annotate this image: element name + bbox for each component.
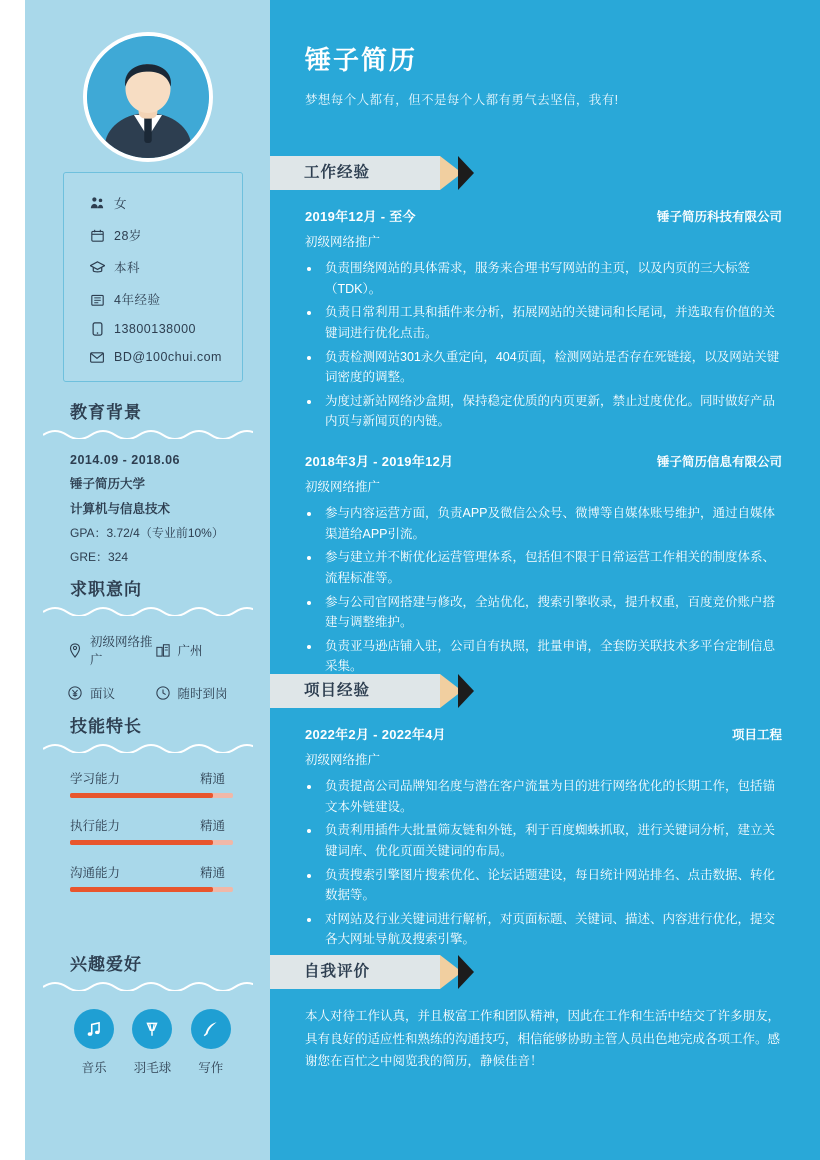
music-note-icon bbox=[74, 1009, 114, 1049]
skill-level: 精通 bbox=[199, 772, 225, 786]
skill-row bbox=[70, 863, 225, 881]
salary-icon bbox=[65, 686, 85, 700]
person-avatar-icon bbox=[87, 36, 209, 158]
work-entry bbox=[270, 435, 820, 677]
hobby-item bbox=[65, 1009, 123, 1076]
info-row-email bbox=[64, 343, 242, 371]
skill-label: 学习能力 bbox=[70, 772, 121, 786]
wave-divider bbox=[43, 741, 253, 753]
hobbies-list bbox=[25, 991, 240, 1076]
section-self-evaluation bbox=[270, 955, 820, 1073]
info-text: 4年经验 bbox=[114, 293, 161, 307]
clock-icon bbox=[153, 686, 173, 700]
skills-list bbox=[25, 753, 225, 892]
work-entry bbox=[270, 190, 820, 432]
list-item: • 负责围绕网站的具体需求，服务来合理书写网站的主页，以及内页的三大标签（TDK）。 bbox=[321, 258, 782, 299]
hobby-label: 音乐 bbox=[81, 1061, 107, 1075]
job-intent-label: 初级网络推广 bbox=[90, 635, 153, 667]
list-item: • 参与公司官网搭建与修改，全站优化，搜索引擎收录，提升权重，百度竞价账户搭建与调整维护。 bbox=[321, 592, 782, 633]
gender-icon bbox=[86, 196, 108, 210]
hobby-label: 羽毛球 bbox=[133, 1061, 172, 1075]
page-title: 锤子简历 bbox=[305, 45, 418, 75]
skill-row bbox=[70, 816, 225, 834]
section-education bbox=[25, 398, 270, 565]
skill-bar bbox=[70, 840, 233, 845]
entry-date: 2022年2月 - 2022年4月 bbox=[305, 727, 446, 742]
sidebar bbox=[25, 0, 270, 1160]
mail-icon bbox=[86, 352, 108, 363]
city-icon bbox=[153, 643, 173, 657]
entry-org: 锤子简历科技有限公司 bbox=[656, 210, 782, 224]
hobby-item bbox=[182, 1009, 240, 1076]
entry-role: 初级网络推广 bbox=[305, 480, 381, 494]
education-gpa: GPA：3.72/4（专业前10%） bbox=[70, 526, 224, 540]
entry-org: 项目工程 bbox=[731, 728, 782, 742]
skill-label: 沟通能力 bbox=[70, 866, 121, 880]
info-row-age bbox=[64, 219, 242, 251]
list-item: • 参与建立并不断优化运营管理体系，包括但不限于日常运营工作相关的制度体系、流程标准等。 bbox=[321, 547, 782, 588]
list-item: • 负责日常利用工具和插件来分析，拓展网站的关键词和长尾词，并选取有价值的关键词进行优化点击。 bbox=[321, 302, 782, 343]
section-title: 求职意向 bbox=[70, 580, 142, 599]
job-intent-availability bbox=[153, 684, 241, 702]
section-skills bbox=[25, 712, 270, 910]
education-gre: GRE：324 bbox=[70, 550, 129, 564]
skill-bar bbox=[70, 887, 233, 892]
skill-level: 精通 bbox=[199, 819, 225, 833]
wave-divider bbox=[43, 979, 253, 991]
contact-info-card bbox=[63, 172, 243, 382]
list-item: • 参与内容运营方面，负责APP及微信公众号、微博等自媒体账号维护，通过自媒体渠道给APP引流。 bbox=[321, 503, 782, 544]
job-intent-salary bbox=[65, 684, 153, 702]
entry-bullets bbox=[321, 776, 782, 950]
info-text: 13800138000 bbox=[114, 322, 196, 336]
slogan: 梦想每个人都有，但不是每个人都有勇气去坚信，我有! bbox=[305, 93, 619, 107]
wave-divider bbox=[43, 604, 253, 616]
info-text: BD@100chui.com bbox=[114, 350, 222, 364]
info-row-degree bbox=[64, 251, 242, 283]
badminton-icon bbox=[132, 1009, 172, 1049]
info-text: 本科 bbox=[114, 261, 141, 275]
entry-bullets bbox=[321, 503, 782, 677]
section-title: 工作经验 bbox=[304, 164, 371, 181]
job-intent-city bbox=[153, 632, 241, 668]
job-intent-label: 广州 bbox=[177, 644, 203, 658]
education-body bbox=[25, 439, 270, 565]
entry-bullets bbox=[321, 258, 782, 432]
info-row-gender bbox=[64, 187, 242, 219]
section-title: 技能特长 bbox=[70, 717, 142, 736]
section-job-intent bbox=[25, 575, 270, 718]
list-item: • 负责提高公司品牌知名度与潜在客户流量为目的进行网络优化的长期工作，包括锚文本外链建设。 bbox=[321, 776, 782, 817]
entry-date: 2019年12月 - 至今 bbox=[305, 209, 416, 224]
section-hobbies bbox=[25, 950, 270, 1076]
skill-bar bbox=[70, 793, 233, 798]
skill-row bbox=[70, 769, 225, 787]
entry-date: 2018年3月 - 2019年12月 bbox=[305, 454, 454, 469]
education-school: 锤子简历大学 bbox=[70, 477, 146, 491]
info-row-phone bbox=[64, 315, 242, 343]
info-text: 女 bbox=[114, 197, 128, 211]
pen-feather-icon bbox=[191, 1009, 231, 1049]
skill-label: 执行能力 bbox=[70, 819, 121, 833]
education-major: 计算机与信息技术 bbox=[70, 502, 171, 516]
entry-role: 初级网络推广 bbox=[305, 235, 381, 249]
wave-divider bbox=[43, 427, 253, 439]
ribbon-header bbox=[270, 955, 820, 989]
ribbon-header bbox=[270, 156, 820, 190]
phone-icon bbox=[86, 322, 108, 336]
list-item: • 负责亚马逊店铺入驻，公司自有执照，批量申请，全套防关联技术多平台定制信息采集。 bbox=[321, 636, 782, 677]
section-title: 自我评价 bbox=[304, 963, 371, 980]
list-item: • 负责利用插件大批量筛友链和外链，利于百度蜘蛛抓取，进行关键词分析，建立关键词库、优化页面关键词的布局。 bbox=[321, 820, 782, 861]
section-work-experience bbox=[270, 156, 820, 680]
info-text: 28岁 bbox=[114, 229, 142, 243]
ribbon-header bbox=[270, 674, 820, 708]
list-item: • 为度过新站网络沙盒期，保持稳定优质的内页更新，禁止过度优化。同时做好产品内页与新闻页的内链。 bbox=[321, 391, 782, 432]
graduation-cap-icon bbox=[86, 260, 108, 275]
avatar bbox=[83, 32, 213, 162]
job-intent-position bbox=[65, 632, 153, 668]
info-row-experience bbox=[64, 283, 242, 315]
entry-role: 初级网络推广 bbox=[305, 753, 381, 767]
education-date: 2014.09 - 2018.06 bbox=[70, 453, 180, 467]
calendar-icon bbox=[86, 229, 108, 242]
skill-level: 精通 bbox=[199, 866, 225, 880]
self-evaluation-text: 本人对待工作认真，并且极富工作和团队精神，因此在工作和生活中结交了许多朋友，具有良好的适应性和熟练的沟通技巧，相信能够协助主管人员出色地完成各项工作。感谢您在百忙之中阅览我的简历，静候佳音！ bbox=[305, 1009, 781, 1068]
list-item: • 负责检测网站301永久重定向，404页面，检测网站是否存在死链接，以及网站关键词密度的调整。 bbox=[321, 347, 782, 388]
hobby-item bbox=[123, 1009, 181, 1076]
list-item: • 对网站及行业关键词进行解析，对页面标题、关键词、描述、内容进行优化，提交各大网址导航及搜索引擎。 bbox=[321, 909, 782, 950]
project-entry bbox=[270, 708, 820, 950]
section-project-experience bbox=[270, 674, 820, 953]
section-title: 兴趣爱好 bbox=[70, 955, 142, 974]
job-intent-label: 随时到岗 bbox=[177, 687, 228, 701]
section-title: 教育背景 bbox=[70, 403, 142, 422]
job-intent-grid bbox=[25, 616, 240, 718]
list-item: • 负责搜索引擎图片搜索优化、论坛话题建设，每日统计网站排名、点击数据、转化数据等。 bbox=[321, 865, 782, 906]
entry-org: 锤子简历信息有限公司 bbox=[656, 455, 782, 469]
briefcase-icon bbox=[86, 293, 108, 306]
job-intent-label: 面议 bbox=[90, 687, 116, 701]
section-title: 项目经验 bbox=[304, 682, 371, 699]
position-icon bbox=[65, 643, 85, 658]
hobby-label: 写作 bbox=[198, 1061, 224, 1075]
